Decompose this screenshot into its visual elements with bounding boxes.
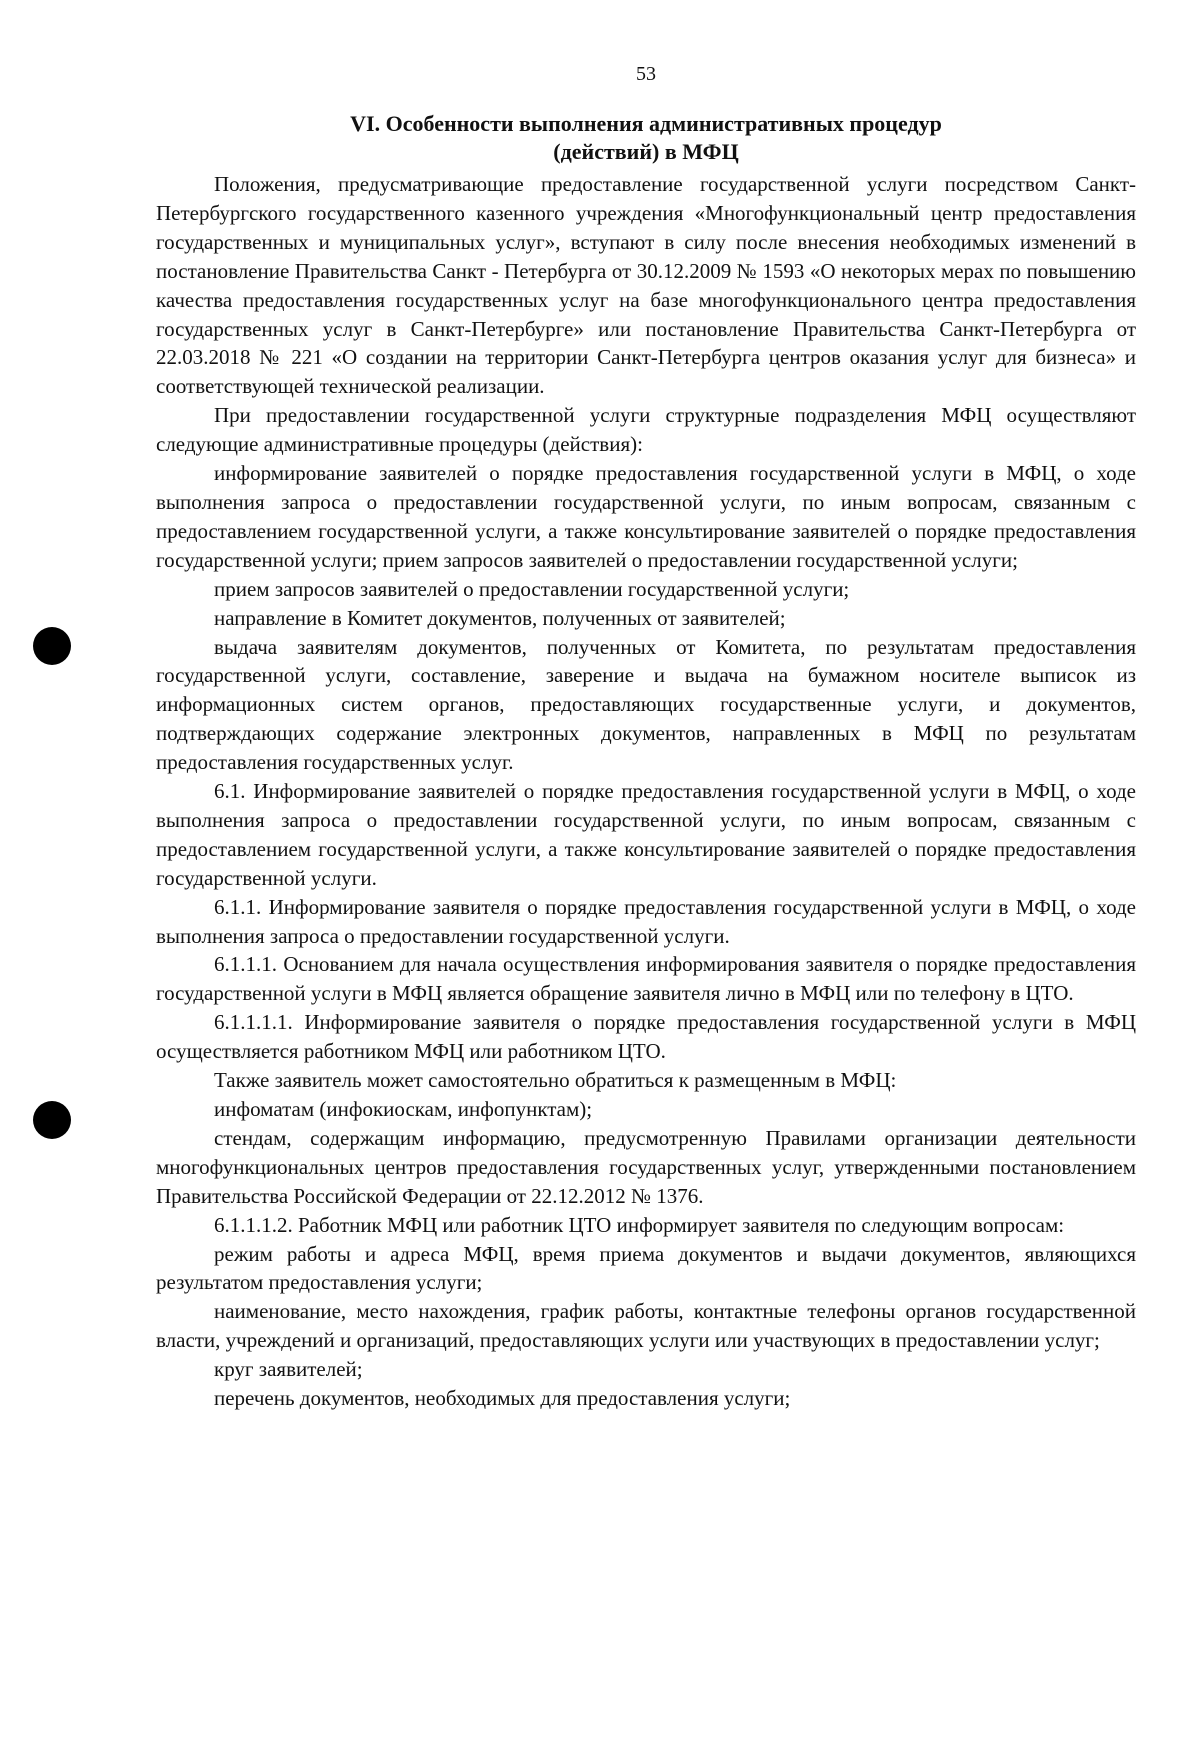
page-number: 53 (636, 63, 656, 85)
paragraph: круг заявителей; (214, 1357, 363, 1382)
paragraph: 6.1. Информирование заявителей о порядке предоставления государственной услуги в МФЦ, о ходе выполнения запроса о предоставлении государственной услуги, по иным вопросам, связанным с предоставлением государственной услуги, а также консультирование заявителей о порядке предоставления государственной услуги. (156, 779, 1136, 890)
paragraph: инфоматам (инфокиоскам, инфопунктам); (214, 1097, 593, 1121)
paragraph: прием запросов заявителей о предоставлении государственной услуги; (214, 576, 850, 601)
paragraph: направление в Комитет документов, полученных от заявителей; (214, 605, 786, 630)
punch-hole-mark (33, 1101, 71, 1139)
paragraph: 6.1.1. Информирование заявителя о порядке предоставления государственной услуги в МФЦ, о ходе выполнения запроса о предоставлении государственной услуги. (156, 894, 1136, 948)
paragraph: режим работы и адреса МФЦ, время приема документов и выдачи документов, являющихся результатом предоставления услуги; (156, 1241, 1136, 1295)
paragraph: 6.1.1.1.2. Работник МФЦ или работник ЦТО информирует заявителя по следующим вопросам: (214, 1212, 1065, 1237)
paragraph: информирование заявителей о порядке предоставления государственной услуги в МФЦ, о ходе выполнения запроса о предоставлении государственной услуги, по иным вопросам, связанным с предоставлением государственной услуги, а также консультирование заявителей о порядке предоставления государственной услуги; прием запросов заявителей о предоставлении государственной услуги; (156, 461, 1136, 572)
paragraph: 6.1.1.1. Основанием для начала осуществления информирования заявителя о порядке предоставления государственной услуги в МФЦ является обращение заявителя лично в МФЦ или по телефону в ЦТО. (156, 952, 1136, 1006)
paragraph: При предоставлении государственной услуги структурные подразделения МФЦ осуществляют следующие административные процедуры (действия): (156, 403, 1136, 457)
punch-hole-mark (33, 627, 71, 665)
section-title-line-2: (действий) в МФЦ (553, 139, 739, 164)
paragraph: выдача заявителям документов, полученных от Комитета, по результатам предоставления государственной услуги, составление, заверение и выдача на бумажном носителе выписок из информационных систем органов, предоставляющих государственные услуги, и документов, подтверждающих содержание электронных документов, направленных в МФЦ по результатам предоставления государственных услуг. (156, 634, 1136, 775)
document-page (156, 62, 1136, 1413)
paragraph: наименование, место нахождения, график работы, контактные телефоны органов государственной власти, учреждений и организаций, предоставляющих услуги или участвующих в предоставлении услуг; (156, 1299, 1136, 1353)
paragraph: Также заявитель может самостоятельно обратиться к размещенным в МФЦ: (214, 1068, 897, 1093)
document-body (156, 170, 1136, 1413)
paragraph: Положения, предусматривающие предоставление государственной услуги посредством Санкт-Петербургского государственного казенного учреждения «Многофункциональный центр предоставления государственных и муниципальных услуг», вступают в силу после внесения необходимых изменений в постановление Правительства Санкт - Петербурга от 30.12.2009 № 1593 «О некоторых мерах по повышению качества предоставления государственных услуг на базе многофункционального центра предоставления государственных услуг в Санкт-Петербурге» или постановление Правительства Санкт-Петербурга от 22.03.2018 № 221 «О создании на территории Санкт-Петербурга центров оказания услуг для бизнеса» и соответствующей технической реализации. (156, 172, 1136, 399)
paragraph: 6.1.1.1.1. Информирование заявителя о порядке предоставления государственной услуги в МФЦ осуществляется работником МФЦ или работником ЦТО. (156, 1010, 1136, 1064)
section-title-line-1: VI. Особенности выполнения административных процедур (350, 111, 942, 136)
section-title (156, 110, 1136, 166)
paragraph: перечень документов, необходимых для предоставления услуги; (214, 1386, 791, 1411)
paragraph: стендам, содержащим информацию, предусмотренную Правилами организации деятельности многофункциональных центров предоставления государственных услуг, утвержденными постановлением Правительства Российской Федерации от 22.12.2012 № 1376. (156, 1125, 1136, 1208)
